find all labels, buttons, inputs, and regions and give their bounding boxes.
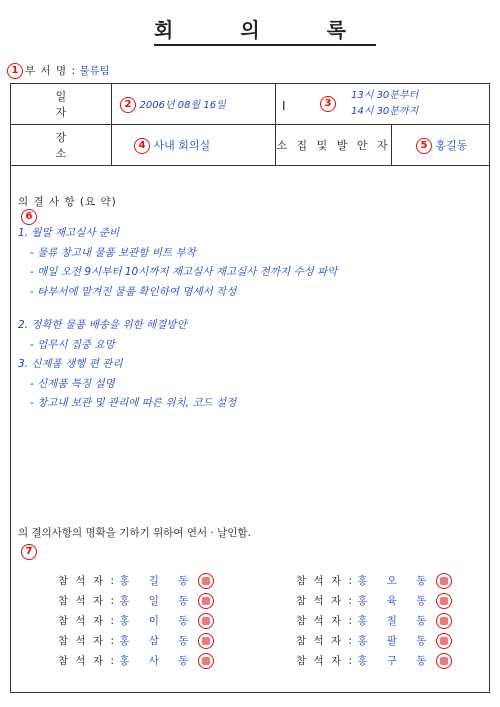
decision-items (18, 224, 337, 414)
marker-3: 3 (320, 96, 336, 112)
time-start: 13시 30분부터 (351, 90, 419, 101)
date-value: 2006년 08월 16일 (139, 99, 226, 111)
attendee-row (296, 613, 452, 629)
attendee-name: 홍 길 동 (119, 575, 197, 587)
seal-stamp-icon (436, 653, 452, 669)
attendee-row (296, 633, 452, 649)
item-detail: - 물류 창고내 물품 보관함 비트 부착 (30, 246, 196, 259)
convener-label: 소 집 및 발 안 자 (276, 125, 392, 166)
seal-stamp-icon (436, 613, 452, 629)
attendee-name: 홍 육 동 (357, 595, 435, 607)
attendee-row (58, 613, 214, 629)
item-detail: - 매일 오전 9시부터 10시까지 재고실사 재고실사 전까지 수성 파악 (30, 266, 338, 278)
attendee-row (296, 653, 452, 669)
attendee-name: 홍 팔 동 (357, 635, 435, 647)
item-detail: - 타부서에 맡겨진 물품 확인하여 명세서 작성 (30, 285, 237, 298)
convener-value: 홍길동 (435, 138, 468, 152)
attendee-row (296, 593, 452, 609)
attendee-row (58, 573, 214, 589)
item-detail: - 창고내 보관 및 관리에 따른 위치, 코드 설정 (30, 397, 237, 409)
attendee-label: 참 석 자 : (58, 655, 116, 667)
marker-2: 2 (120, 97, 136, 113)
attendee-label: 참 석 자 : (58, 575, 116, 587)
attendee-name: 홍 오 동 (357, 575, 435, 587)
date-label: 일 자 (11, 84, 112, 125)
date-cell[interactable] (112, 84, 276, 125)
attendee-name: 홍 일 동 (119, 595, 197, 607)
attendee-row (296, 573, 452, 589)
attendee-name: 홍 삼 동 (119, 635, 197, 647)
item-detail: - 신제품 특징 설명 (30, 377, 115, 390)
seal-stamp-icon (198, 573, 214, 589)
item-heading: 3. 신제품 생행 편 관리 (18, 358, 123, 370)
attendee-row (58, 633, 214, 649)
document-title: 회 의 록 (0, 14, 500, 43)
place-label: 장 소 (11, 125, 112, 166)
marker-4: 4 (134, 138, 150, 154)
confirmation-text: 의 결의사항의 명확을 기하기 위하여 연서 · 날인함. (18, 527, 251, 539)
time-end: 14시 30분까지 (351, 106, 419, 117)
attendee-label: 참 석 자 : (296, 575, 354, 587)
header-table (10, 83, 490, 166)
department-label: 부 서 명 : (25, 65, 76, 77)
attendee-label: 참 석 자 : (296, 595, 354, 607)
marker-5: 5 (416, 138, 432, 154)
seal-stamp-icon (436, 573, 452, 589)
summary-title: 의 결 사 항 (요 약) (18, 196, 117, 208)
marker-7: 7 (21, 544, 37, 560)
seal-stamp-icon (436, 633, 452, 649)
time-cell[interactable] (276, 84, 490, 125)
attendee-row (58, 653, 214, 669)
item-heading: 2. 정확한 물품 배송을 위한 해결방안 (18, 319, 187, 331)
attendee-row (58, 593, 214, 609)
marker-6: 6 (21, 209, 37, 225)
marker-1: 1 (7, 63, 23, 79)
convener-cell[interactable] (392, 125, 490, 166)
attendee-name: 홍 구 동 (357, 655, 435, 667)
department-row (7, 63, 110, 79)
seal-stamp-icon (198, 653, 214, 669)
seal-stamp-icon (198, 613, 214, 629)
attendee-label: 참 석 자 : (296, 615, 354, 627)
attendee-label: 참 석 자 : (296, 655, 354, 667)
place-cell[interactable] (112, 125, 276, 166)
seal-stamp-icon (198, 633, 214, 649)
department-value: 물류팀 (79, 65, 110, 77)
attendee-name: 홍 이 동 (119, 615, 197, 627)
attendee-name: 홍 칠 동 (357, 615, 435, 627)
seal-stamp-icon (198, 593, 214, 609)
attendee-label: 참 석 자 : (58, 595, 116, 607)
attendee-label: 참 석 자 : (58, 635, 116, 647)
item-detail: - 업무시 집중 요망 (30, 338, 115, 351)
attendee-label: 참 석 자 : (296, 635, 354, 647)
text-cursor-icon: I (282, 99, 286, 113)
attendee-name: 홍 사 동 (119, 655, 197, 667)
attendee-label: 참 석 자 : (58, 615, 116, 627)
place-value: 사내 회의실 (153, 138, 211, 152)
item-heading: 1. 월말 재고실사 준비 (18, 227, 120, 239)
seal-stamp-icon (436, 593, 452, 609)
